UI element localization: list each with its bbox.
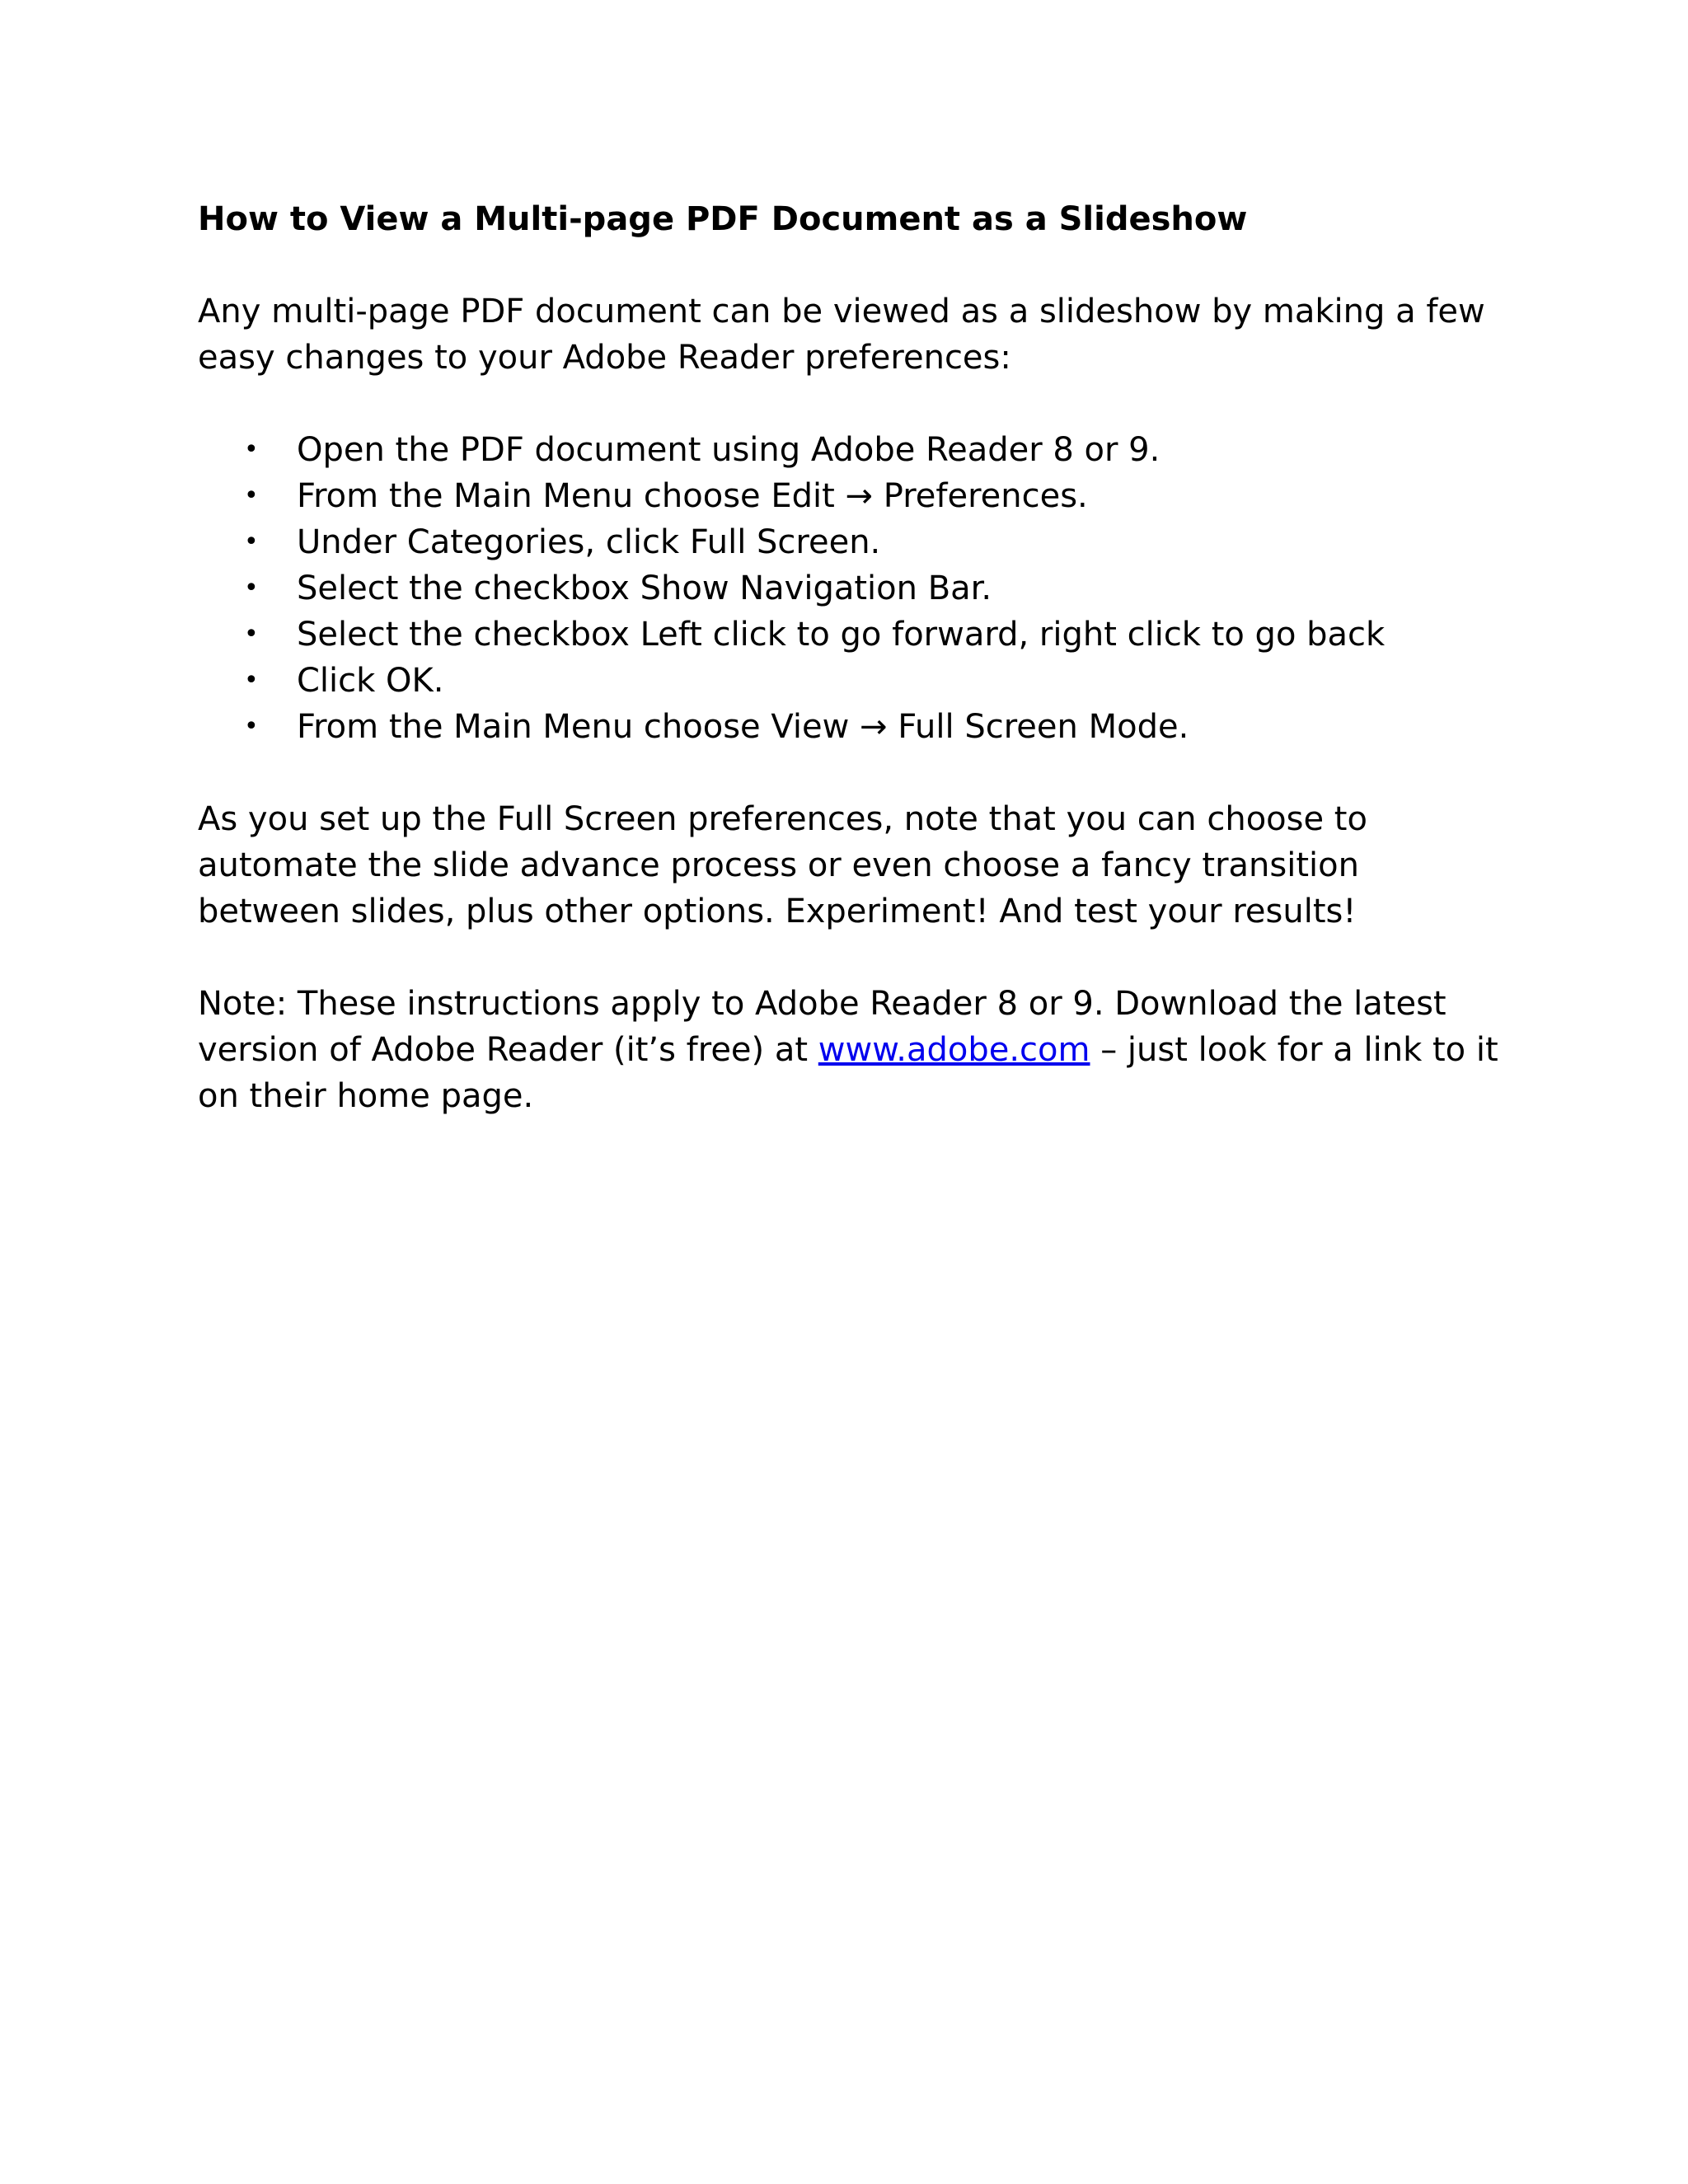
list-item — [198, 427, 1508, 473]
step-text: From the Main Menu choose Edit → Preferences. — [297, 477, 1088, 515]
bullet-icon: • — [244, 481, 259, 510]
bullet-icon: • — [244, 712, 259, 741]
step-text: Open the PDF document using Adobe Reader 8 or 9. — [297, 431, 1160, 469]
bullet-icon: • — [244, 620, 259, 649]
list-item — [198, 612, 1508, 658]
step-text: Under Categories, click Full Screen. — [297, 523, 881, 561]
step-text: Click OK. — [297, 662, 444, 700]
step-text: Select the checkbox Left click to go forward, right click to go back — [297, 616, 1386, 654]
note-text-after-link: – just look for a link to it on their home page. — [198, 1031, 1498, 1115]
list-item — [198, 565, 1508, 612]
list-item — [198, 704, 1508, 750]
bullet-icon: • — [244, 666, 259, 695]
list-item — [198, 519, 1508, 565]
step-text: From the Main Menu choose View → Full Screen Mode. — [297, 708, 1189, 746]
list-item — [198, 473, 1508, 519]
step-text: Select the checkbox Show Navigation Bar. — [297, 569, 992, 607]
intro-paragraph: Any multi-page PDF document can be viewed as a slideshow by making a few easy changes to your Adobe Reader preferences: — [198, 293, 1485, 377]
list-item — [198, 658, 1508, 704]
note-text-before-link: Note: These instructions apply to Adobe Reader 8 or 9. Download the latest version of Adobe Reader (it’s free) at — [198, 985, 1447, 1069]
bullet-icon: • — [244, 435, 259, 464]
bullet-icon: • — [244, 527, 259, 556]
steps-list — [198, 427, 1508, 750]
setup-note-paragraph: As you set up the Full Screen preferences, note that you can choose to automate the slide advance process or even choose a fancy transition between slides, plus other options. Experiment! And test your results! — [198, 800, 1367, 930]
note-paragraph — [198, 981, 1508, 1119]
adobe-website-link[interactable]: www.adobe.com — [818, 1031, 1090, 1069]
document-title: How to View a Multi-page PDF Document as a Slideshow — [198, 200, 1248, 238]
document-content — [198, 196, 1508, 1119]
bullet-icon: • — [244, 574, 259, 602]
